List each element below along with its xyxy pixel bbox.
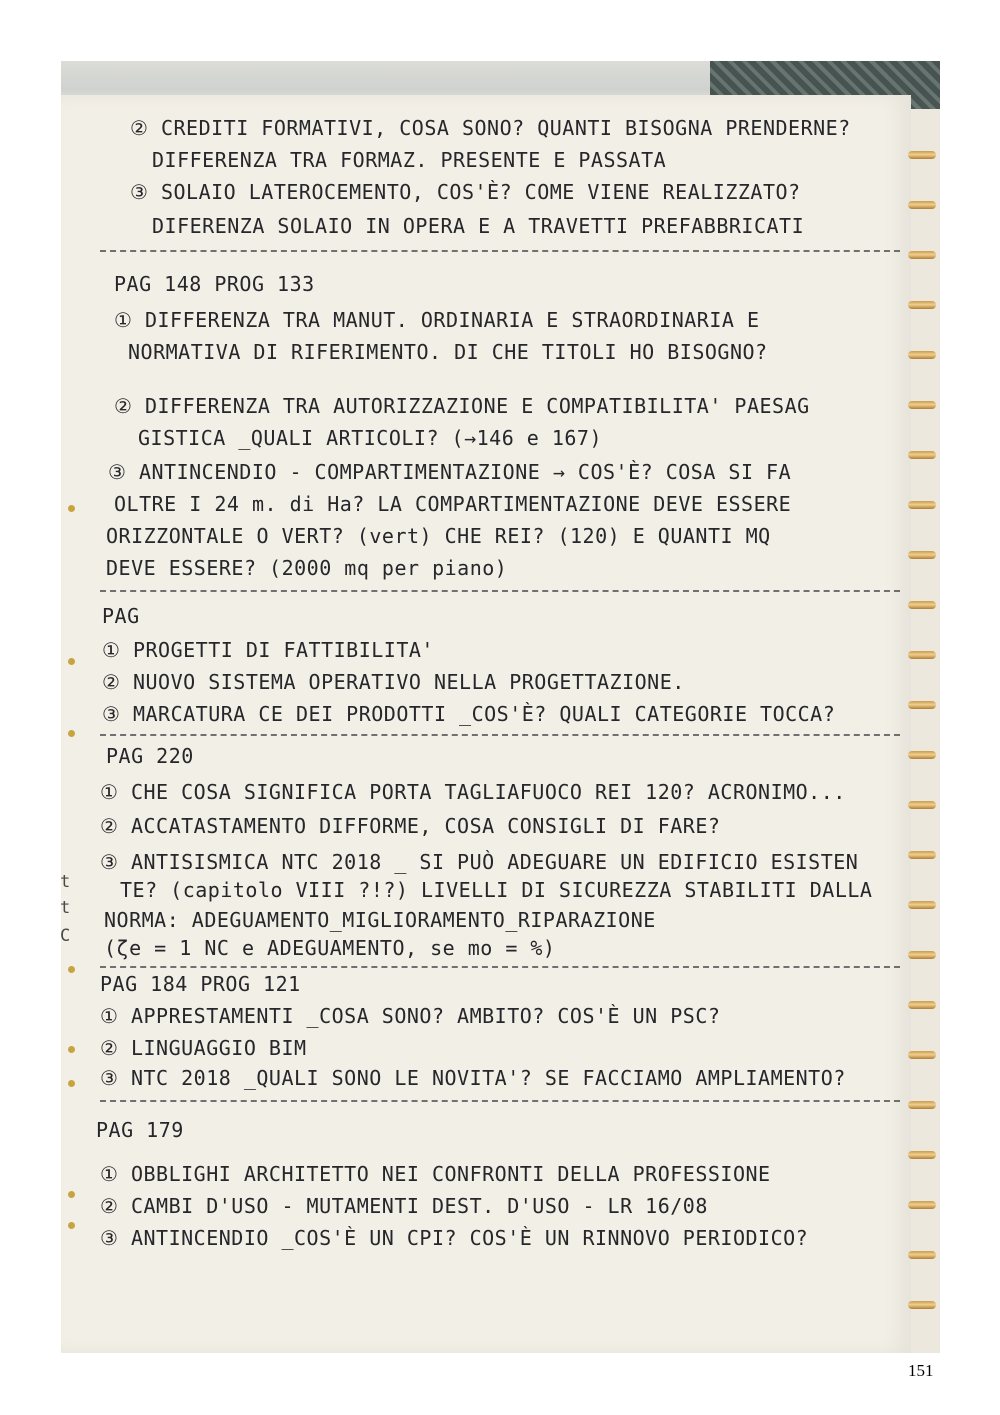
note-line: ① OBBLIGHI ARCHITETTO NEI CONFRONTI DELLA PROFESSIONE	[100, 1162, 771, 1186]
spiral-ring	[908, 1051, 936, 1059]
spiral-ring	[908, 751, 936, 759]
section-heading: PAG	[102, 604, 140, 628]
section-divider	[100, 590, 900, 592]
spiral-ring	[908, 251, 936, 259]
spiral-ring	[908, 1301, 936, 1309]
note-line: ② LINGUAGGIO BIM	[100, 1036, 307, 1060]
spiral-binding	[906, 151, 940, 1351]
note-line: GISTICA _QUALI ARTICOLI? (→146 e 167)	[138, 426, 603, 450]
note-line: DEVE ESSERE? (2000 mq per piano)	[106, 556, 508, 580]
margin-dot	[68, 730, 75, 737]
note-line: DIFERENZA SOLAIO IN OPERA E A TRAVETTI PREFABBRICATI	[152, 214, 805, 238]
note-line: ③ NTC 2018 _QUALI SONO LE NOVITA'? SE FACCIAMO AMPLIAMENTO?	[100, 1066, 846, 1090]
note-line: (ζe = 1 NC e ADEGUAMENTO, se mo = %)	[104, 936, 556, 960]
note-line: ① CHE COSA SIGNIFICA PORTA TAGLIAFUOCO REI 120? ACRONIMO...	[100, 780, 846, 804]
note-line: ② DIFFERENZA TRA AUTORIZZAZIONE E COMPATIBILITA' PAESAG	[114, 394, 810, 418]
spiral-ring	[908, 501, 936, 509]
spiral-ring	[908, 1151, 936, 1159]
note-line: ① DIFFERENZA TRA MANUT. ORDINARIA E STRAORDINARIA E	[114, 308, 760, 332]
spiral-ring	[908, 901, 936, 909]
page-number: 151	[908, 1361, 934, 1380]
margin-dot	[68, 1222, 75, 1229]
spiral-ring	[908, 1201, 936, 1209]
spiral-ring	[908, 351, 936, 359]
margin-dot	[68, 658, 75, 665]
spiral-ring	[908, 301, 936, 309]
note-line: ② CREDITI FORMATIVI, COSA SONO? QUANTI BISOGNA PRENDERNE?	[130, 116, 851, 140]
spiral-ring	[908, 401, 936, 409]
spiral-ring	[908, 151, 936, 159]
note-line: ① PROGETTI DI FATTIBILITA'	[102, 638, 434, 662]
spiral-ring	[908, 201, 936, 209]
spiral-ring	[908, 851, 936, 859]
note-line: ③ ANTISISMICA NTC 2018 _ SI PUÒ ADEGUARE UN EDIFICIO ESISTEN	[100, 850, 859, 874]
note-line: ② ACCATASTAMENTO DIFFORME, COSA CONSIGLI DI FARE?	[100, 814, 721, 838]
spiral-ring	[908, 1001, 936, 1009]
spiral-ring	[908, 1251, 936, 1259]
note-line: DIFFERENZA TRA FORMAZ. PRESENTE E PASSATA	[152, 148, 667, 172]
note-line: ③ MARCATURA CE DEI PRODOTTI _COS'È? QUALI CATEGORIE TOCCA?	[102, 702, 836, 726]
margin-dot	[68, 1191, 75, 1198]
section-divider	[100, 250, 900, 252]
section-divider	[100, 966, 900, 968]
margin-mark: t	[60, 898, 71, 918]
note-line: ③ ANTINCENDIO _COS'È UN CPI? COS'È UN RINNOVO PERIODICO?	[100, 1226, 809, 1250]
margin-dot	[68, 1080, 75, 1087]
spiral-ring	[908, 551, 936, 559]
spiral-ring	[908, 451, 936, 459]
section-heading: PAG 148 PROG 133	[114, 272, 315, 296]
spiral-ring	[908, 601, 936, 609]
spiral-ring	[908, 1101, 936, 1109]
note-line: TE? (capitolo VIII ?!?) LIVELLI DI SICUREZZA STABILITI DALLA	[120, 878, 873, 902]
margin-dot	[68, 505, 75, 512]
note-line: ① APPRESTAMENTI _COSA SONO? AMBITO? COS'È UN PSC?	[100, 1004, 721, 1028]
margin-mark: C	[60, 926, 71, 946]
section-heading: PAG 179	[96, 1118, 184, 1142]
section-divider	[100, 734, 900, 736]
section-divider	[100, 1100, 900, 1102]
spiral-ring	[908, 651, 936, 659]
spiral-ring	[908, 951, 936, 959]
note-line: ② CAMBI D'USO - MUTAMENTI DEST. D'USO - LR 16/08	[100, 1194, 708, 1218]
note-line: OLTRE I 24 m. di Ha? LA COMPARTIMENTAZIONE DEVE ESSERE	[114, 492, 792, 516]
note-line: ③ ANTINCENDIO - COMPARTIMENTAZIONE → COS'È? COSA SI FA	[108, 460, 792, 484]
note-line: ③ SOLAIO LATEROCEMENTO, COS'È? COME VIENE REALIZZATO?	[130, 180, 801, 204]
section-heading: PAG 220	[106, 744, 194, 768]
margin-mark: t	[60, 872, 71, 892]
note-line: ORIZZONTALE O VERT? (vert) CHE REI? (120) E QUANTI MQ	[106, 524, 771, 548]
note-line: NORMATIVA DI RIFERIMENTO. DI CHE TITOLI HO BISOGNO?	[128, 340, 768, 364]
section-heading: PAG 184 PROG 121	[100, 972, 301, 996]
spiral-ring	[908, 801, 936, 809]
margin-dot	[68, 966, 75, 973]
margin-dot	[68, 1046, 75, 1053]
note-line: ② NUOVO SISTEMA OPERATIVO NELLA PROGETTAZIONE.	[102, 670, 685, 694]
note-line: NORMA: ADEGUAMENTO_MIGLIORAMENTO_RIPARAZIONE	[104, 908, 656, 932]
spiral-ring	[908, 701, 936, 709]
